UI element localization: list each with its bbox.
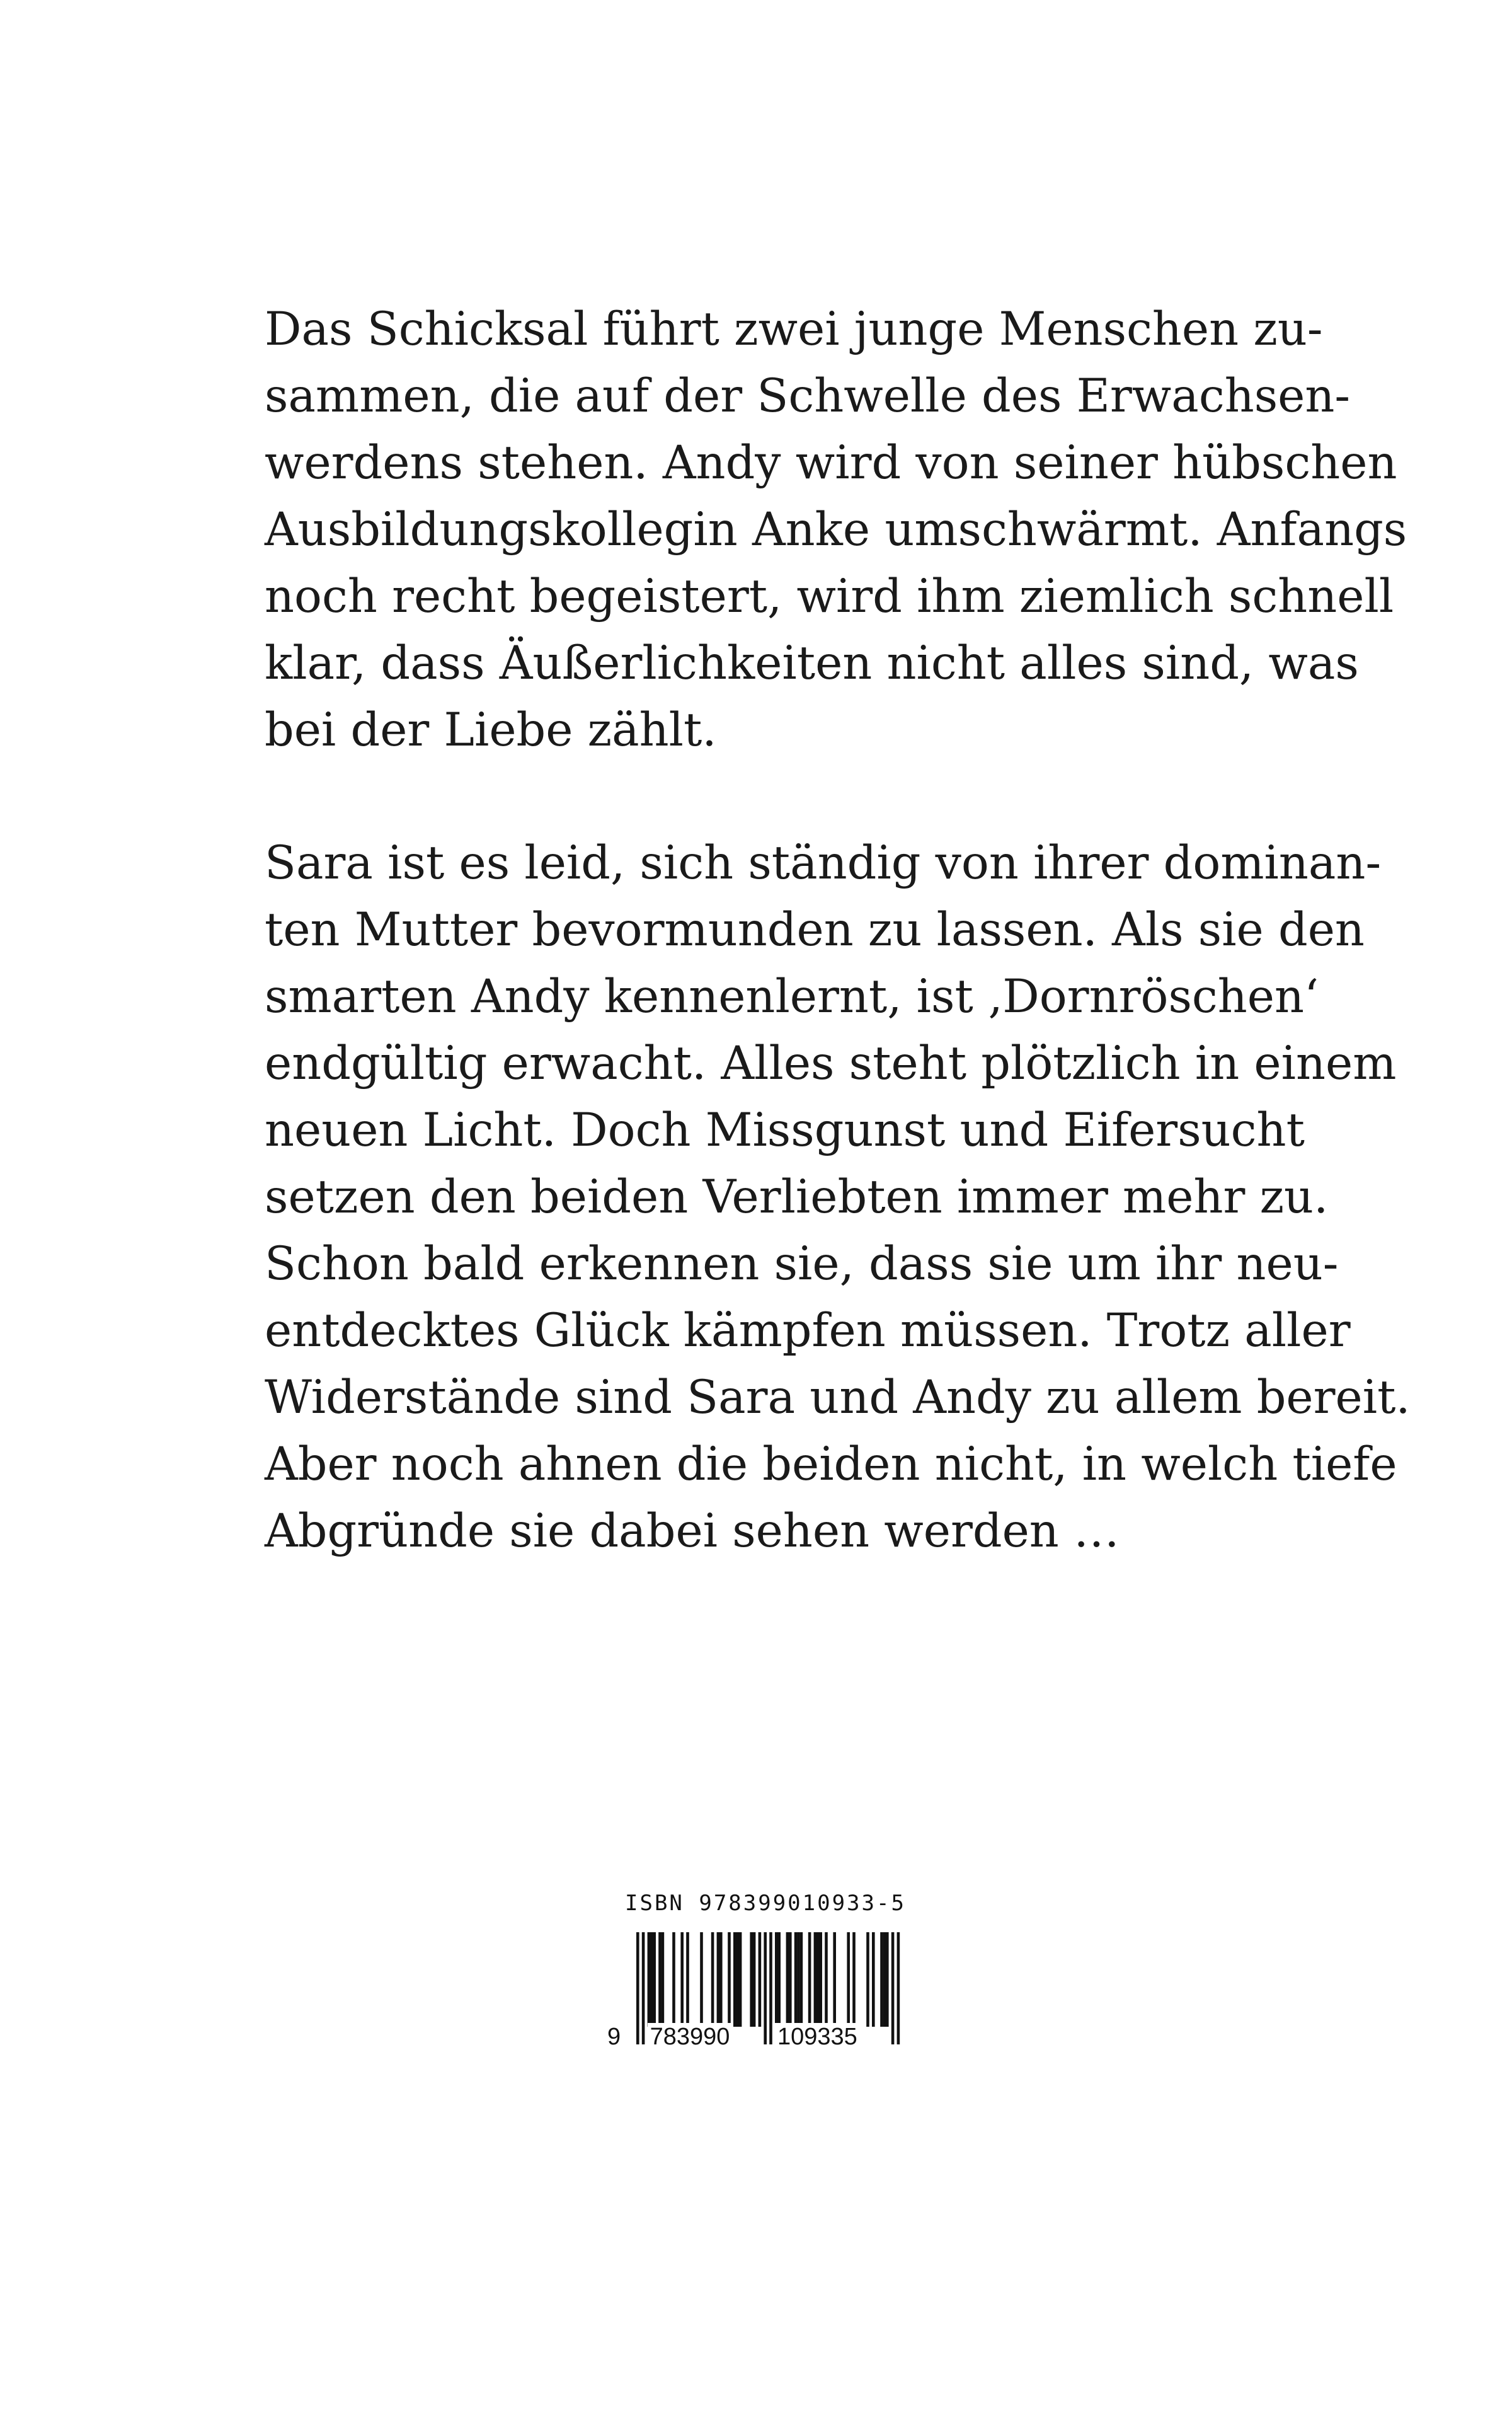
text-line: Sara ist es leid, sich ständig von ihrer dominan- bbox=[265, 836, 1382, 890]
barcode-bar bbox=[753, 1932, 756, 2027]
text-line: Schon bald erkennen sie, dass sie um ihr neu- bbox=[265, 1237, 1339, 1291]
barcode-bar bbox=[775, 1932, 778, 2027]
barcode-bar bbox=[662, 1932, 665, 2027]
barcode-guard-bar bbox=[897, 1932, 900, 2044]
text-line: bei der Liebe zählt. bbox=[265, 703, 717, 757]
blurb-paragraph-1 bbox=[265, 296, 1407, 764]
barcode-bar bbox=[797, 1932, 800, 2027]
barcode-bar bbox=[789, 1932, 792, 2027]
text-line: sammen, die auf der Schwelle des Erwachsen- bbox=[265, 369, 1351, 423]
barcode-bar bbox=[711, 1932, 714, 2027]
text-line: Abgründe sie dabei sehen werden … bbox=[265, 1504, 1120, 1558]
text-line: noch recht begeistert, wird ihm ziemlich schnell bbox=[265, 570, 1394, 623]
barcode-bar bbox=[717, 1932, 720, 2027]
barcode-bar bbox=[886, 1932, 889, 2027]
barcode-bar bbox=[808, 1932, 811, 2027]
text-line: smarten Andy kennenlernt, ist ‚Dornröschen‘ bbox=[265, 970, 1319, 1023]
barcode-bar bbox=[658, 1932, 662, 2027]
barcode-bar bbox=[800, 1932, 803, 2027]
barcode-bar bbox=[847, 1932, 850, 2027]
barcode-bar bbox=[825, 1932, 828, 2027]
barcode-bar bbox=[883, 1932, 886, 2027]
barcode-guard-bar bbox=[764, 1932, 767, 2044]
barcode-digit-first: 9 bbox=[605, 2023, 623, 2051]
barcode-bar bbox=[739, 1932, 742, 2027]
barcode-bar bbox=[736, 1932, 739, 2027]
text-line: entdecktes Glück kämpfen müssen. Trotz aller bbox=[265, 1304, 1351, 1357]
text-line: setzen den beiden Verliebten immer mehr zu. bbox=[265, 1170, 1329, 1224]
text-line: werdens stehen. Andy wird von seiner hübschen bbox=[265, 436, 1397, 490]
barcode-bar bbox=[686, 1932, 689, 2027]
text-line: ten Mutter bevormunden zu lassen. Als sie den bbox=[265, 903, 1365, 957]
barcode-bar bbox=[672, 1932, 675, 2027]
barcode-bar bbox=[750, 1932, 753, 2027]
barcode-bar bbox=[653, 1932, 656, 2027]
text-line: Ausbildungskollegin Anke umschwärmt. Anfangs bbox=[265, 503, 1407, 556]
text-line: endgültig erwacht. Alles steht plötzlich in einem bbox=[265, 1037, 1397, 1090]
text-line: Aber noch ahnen die beiden nicht, in welch tiefe bbox=[265, 1438, 1397, 1491]
barcode-guard-bar bbox=[769, 1932, 772, 2044]
text-line: Widerstände sind Sara und Andy zu allem bereit. bbox=[265, 1371, 1411, 1424]
barcode-bar bbox=[816, 1932, 820, 2027]
barcode-bar bbox=[852, 1932, 856, 2027]
barcode-guard-bar bbox=[636, 1932, 639, 2044]
barcode-bar bbox=[833, 1932, 836, 2027]
blurb-text bbox=[265, 296, 1411, 1631]
barcode-bar bbox=[786, 1932, 789, 2027]
barcode-bar bbox=[819, 1932, 822, 2027]
barcode-guard-bar bbox=[642, 1932, 645, 2044]
isbn-barcode bbox=[607, 1891, 907, 2072]
barcode-bar bbox=[880, 1932, 883, 2027]
isbn-label: ISBN 978399010933-5 bbox=[625, 1891, 906, 1916]
barcode-bar bbox=[759, 1932, 762, 2027]
barcode-bar bbox=[794, 1932, 798, 2027]
barcode-bar bbox=[777, 1932, 781, 2027]
barcode-bar bbox=[872, 1932, 875, 2027]
blurb-paragraph-2 bbox=[265, 830, 1411, 1565]
barcode-bar bbox=[866, 1932, 869, 2027]
barcode-bar bbox=[700, 1932, 703, 2027]
text-line: neuen Licht. Doch Missgunst und Eifersucht bbox=[265, 1103, 1305, 1157]
barcode-digits-right: 109335 bbox=[775, 2023, 860, 2051]
barcode-bar bbox=[648, 1932, 651, 2027]
barcode-bar bbox=[719, 1932, 723, 2027]
barcode-bar bbox=[814, 1932, 817, 2027]
barcode-digits-left: 783990 bbox=[648, 2023, 733, 2051]
barcode-guard-bar bbox=[891, 1932, 895, 2044]
barcode-digits bbox=[607, 2024, 907, 2072]
text-line: klar, dass Äußerlichkeiten nicht alles sind, was bbox=[265, 637, 1359, 690]
barcode-bar bbox=[733, 1932, 736, 2027]
barcode-bar bbox=[680, 1932, 684, 2027]
text-line: Das Schicksal führt zwei junge Menschen zu- bbox=[265, 302, 1323, 356]
barcode-bar bbox=[728, 1932, 731, 2027]
barcode-bar bbox=[650, 1932, 653, 2027]
